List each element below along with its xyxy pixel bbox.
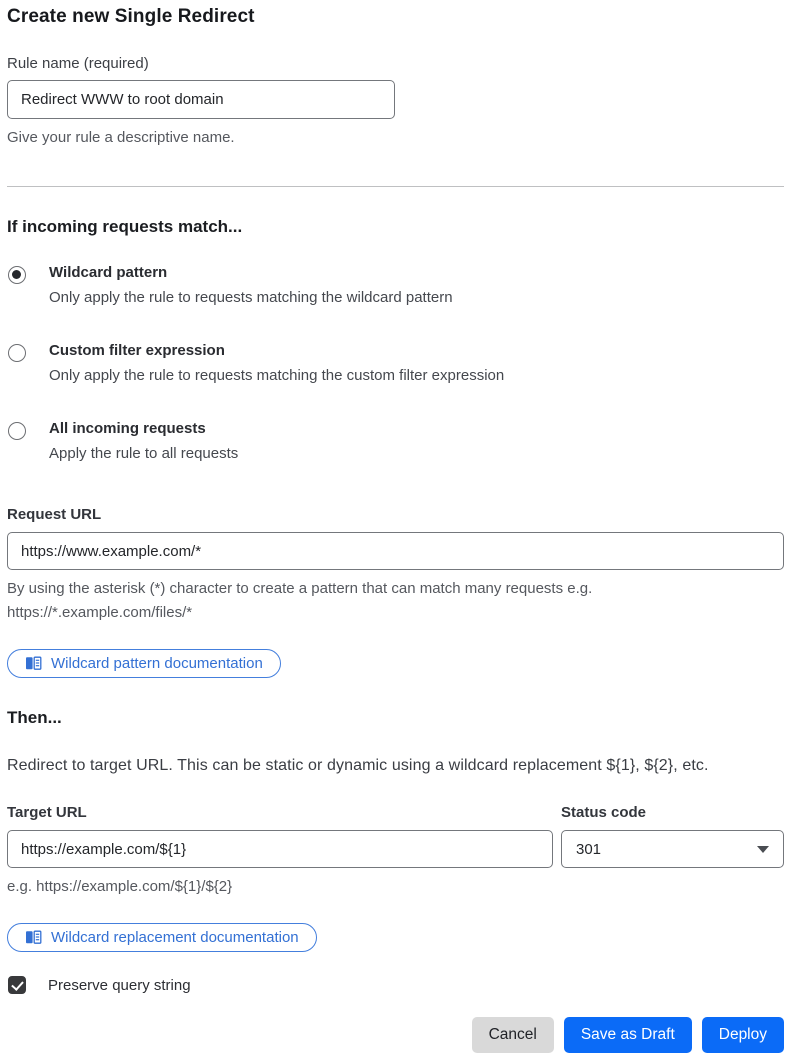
preserve-query-checkbox[interactable] [8,976,26,994]
wildcard-pattern-doc-button[interactable] [7,649,281,678]
request-url-help [7,577,784,625]
status-code-column [561,804,784,899]
all-requests-radio[interactable] [8,422,26,440]
request-url-input[interactable] [7,532,784,570]
custom-filter-label[interactable]: Custom filter expression [49,342,225,359]
preserve-query-label[interactable]: Preserve query string [48,976,191,994]
wildcard-pattern-label[interactable]: Wildcard pattern [49,264,168,281]
section-divider [7,186,784,187]
custom-filter-radio[interactable] [8,344,26,362]
target-url-column [7,804,553,899]
wildcard-pattern-radio[interactable] [8,266,26,284]
request-url-help-line2: https://*.example.com/files/* [7,604,193,621]
target-row [7,804,784,899]
wildcard-pattern-description: Only apply the rule to requests matching the wildcard pattern [49,288,453,306]
rule-name-help: Give your rule a descriptive name. [7,129,235,146]
radio-option-all-requests [7,420,784,464]
target-url-input[interactable] [7,830,553,868]
wildcard-replacement-doc-button[interactable] [7,923,317,952]
save-draft-button[interactable]: Save as Draft [564,1017,692,1053]
caret-down-icon [757,846,769,853]
all-requests-label[interactable]: All incoming requests [49,420,206,437]
rule-name-label: Rule name (required) [7,55,149,72]
wildcard-replacement-doc-button-label: Wildcard replacement documentation [51,929,299,946]
deploy-button[interactable]: Deploy [702,1017,784,1053]
status-code-value: 301 [576,840,602,858]
radio-option-wildcard-pattern [7,264,784,308]
open-book-icon [25,656,42,671]
status-code-select[interactable] [561,830,784,868]
preserve-query-row [7,976,784,994]
target-url-label: Target URL [7,804,87,821]
custom-filter-description: Only apply the rule to requests matching the custom filter expression [49,366,505,384]
rule-name-input[interactable] [7,80,395,119]
then-section-heading: Then... [7,708,62,727]
request-url-label: Request URL [7,506,102,523]
open-book-icon [25,930,42,945]
match-section-heading: If incoming requests match... [7,217,243,236]
status-code-label: Status code [561,804,647,821]
all-requests-description: Apply the rule to all requests [49,444,239,462]
wildcard-pattern-doc-button-label: Wildcard pattern documentation [51,655,263,672]
request-url-help-line1: By using the asterisk (*) character to create a pattern that can match many requests e.g. [7,580,593,597]
radio-option-custom-filter [7,342,784,386]
footer-actions [7,1017,784,1053]
target-url-help: e.g. https://example.com/${1}/${2} [7,878,233,895]
then-description: Redirect to target URL. This can be static or dynamic using a wildcard replacement ${1}, ${2}, etc. [7,757,709,774]
page-title: Create new Single Redirect [7,6,255,27]
request-url-section [7,506,784,625]
match-type-radio-group [7,264,784,464]
cancel-button[interactable]: Cancel [472,1017,554,1053]
